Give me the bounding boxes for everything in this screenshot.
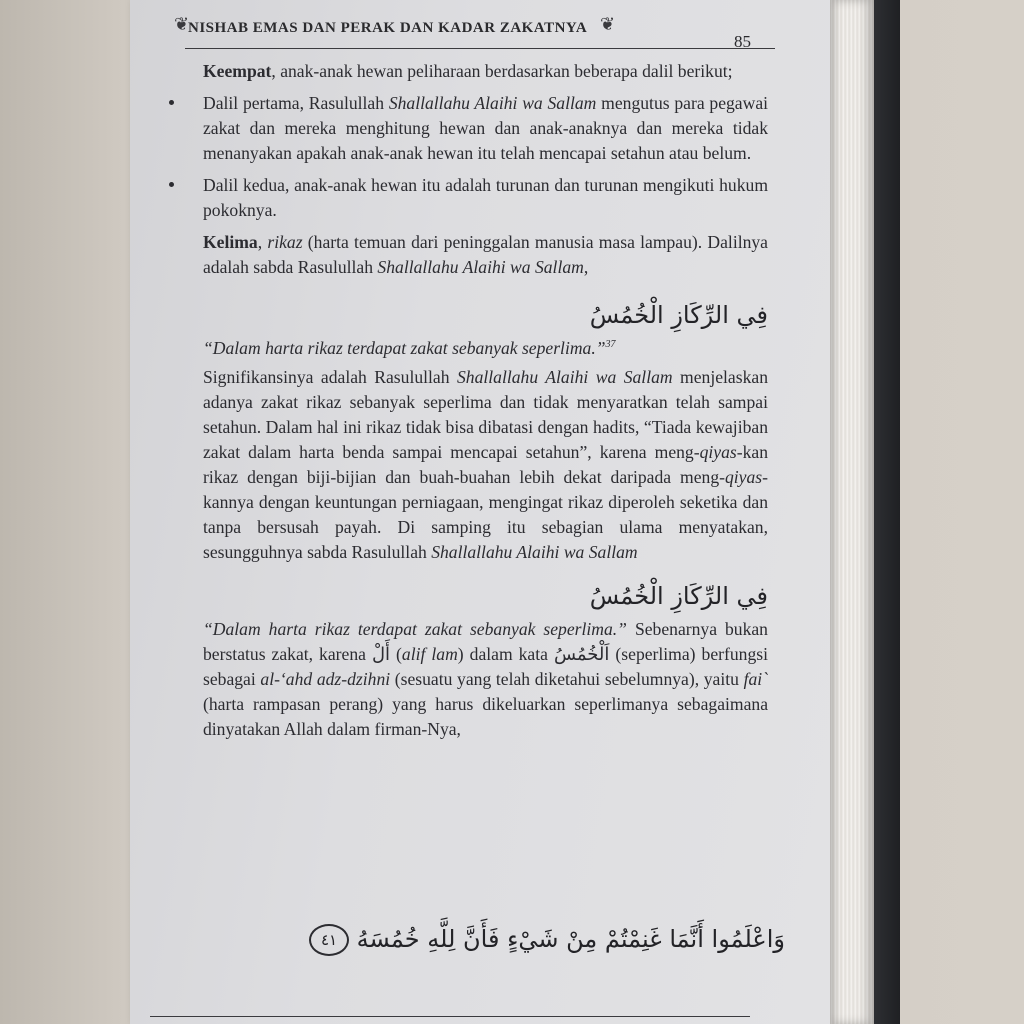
footnote-marker: 37 bbox=[605, 339, 616, 350]
running-header-title: NISHAB EMAS DAN PERAK DAN KADAR ZAKATNYA bbox=[188, 20, 588, 36]
paragraph-kelima: Kelima, rikaz (harta temuan dari peninggalan manusia masa lampau). Dalilnya adalah sabda Rasulullah Shallallahu Alaihi wa Sallam, bbox=[203, 232, 768, 277]
hadith-translation-1: “Dalam harta rikaz terdapat zakat sebanyak seperlima.”$^{37}$ bbox=[203, 337, 616, 358]
paragraph-keempat: Keempat, anak-anak hewan peliharaan berdasarkan beberapa dalil berikut; bbox=[203, 61, 733, 81]
arabic-hadith-1: فِي الرِّكَازِ الْخُمُسُ bbox=[589, 301, 768, 329]
quran-verse: وَاعْلَمُوا أَنَّمَا غَنِمْتُمْ مِنْ شَيْءٍ فَأَنَّ لِلَّهِ خُمُسَهُ ٤١ bbox=[355, 924, 785, 956]
paragraph-sebenarnya: “Dalam harta rikaz terdapat zakat sebanyak seperlima.” Sebenarnya bukan berstatus zakat, karena أَلْ (alif lam) dalam kata اَلْخُمُسُ (seperlima) berfungsi sebagai al-‘ahd adz-dzihni (sesuatu yang telah diketahui sebelumnya), yaitu fai` (harta rampasan perang) yang harus dikeluarkan seperlimanya sebagaimana dinyatakan Allah dalam firman-Nya, bbox=[203, 618, 768, 739]
ornament-left-icon: ❦ bbox=[174, 14, 190, 35]
bullet-icon bbox=[169, 182, 174, 187]
bullet-icon bbox=[169, 100, 174, 105]
bullet-dalil-pertama: Dalil pertama, Rasulullah Shallallahu Alaihi wa Sallam mengutus para pegawai zakat dan mereka menghitung hewan dan anak-anaknya dan mereka tidak menanyakan apakah anak-anak hewan itu telah mencapai setahun atau belum. bbox=[203, 91, 768, 166]
footer-rule bbox=[150, 1016, 750, 1017]
body-text bbox=[203, 59, 768, 749]
header-rule bbox=[185, 48, 775, 49]
ornament-right-icon: ❦ bbox=[600, 14, 616, 35]
bullet-dalil-kedua: Dalil kedua, anak-anak hewan itu adalah turunan dan turunan mengikuti hukum pokoknya. bbox=[203, 173, 768, 223]
ayah-number-marker: ٤١ bbox=[309, 924, 349, 956]
arabic-hadith-2: فِي الرِّكَازِ الْخُمُسُ bbox=[589, 581, 768, 610]
paragraph-signifikansi: Signifikansinya adalah Rasulullah Shallallahu Alaihi wa Sallam menjelaskan adanya zakat rikaz sebanyak seperlima dan tidak menyaratkan telah sampai setahun. Dalam hal ini rikaz tidak bisa dibatasi dengan hadits, “Tiada kewajiban zakat dalam harta benda sampai mencapai setahun”, karena meng-qiyas-kan rikaz dengan biji-bijian dan buah-buahan lebih dekat daripada meng-qiyas-kannya dengan keuntungan perniagaan, mengingat rikaz diperoleh seketika dan tanpa bersusah payah. Di samping itu sebagian ulama menyatakan, sesungguhnya sabda Rasulullah Shallallahu Alaihi wa Sallam bbox=[203, 366, 768, 562]
page-number: 85 bbox=[734, 32, 751, 51]
book-page bbox=[130, 0, 830, 1024]
